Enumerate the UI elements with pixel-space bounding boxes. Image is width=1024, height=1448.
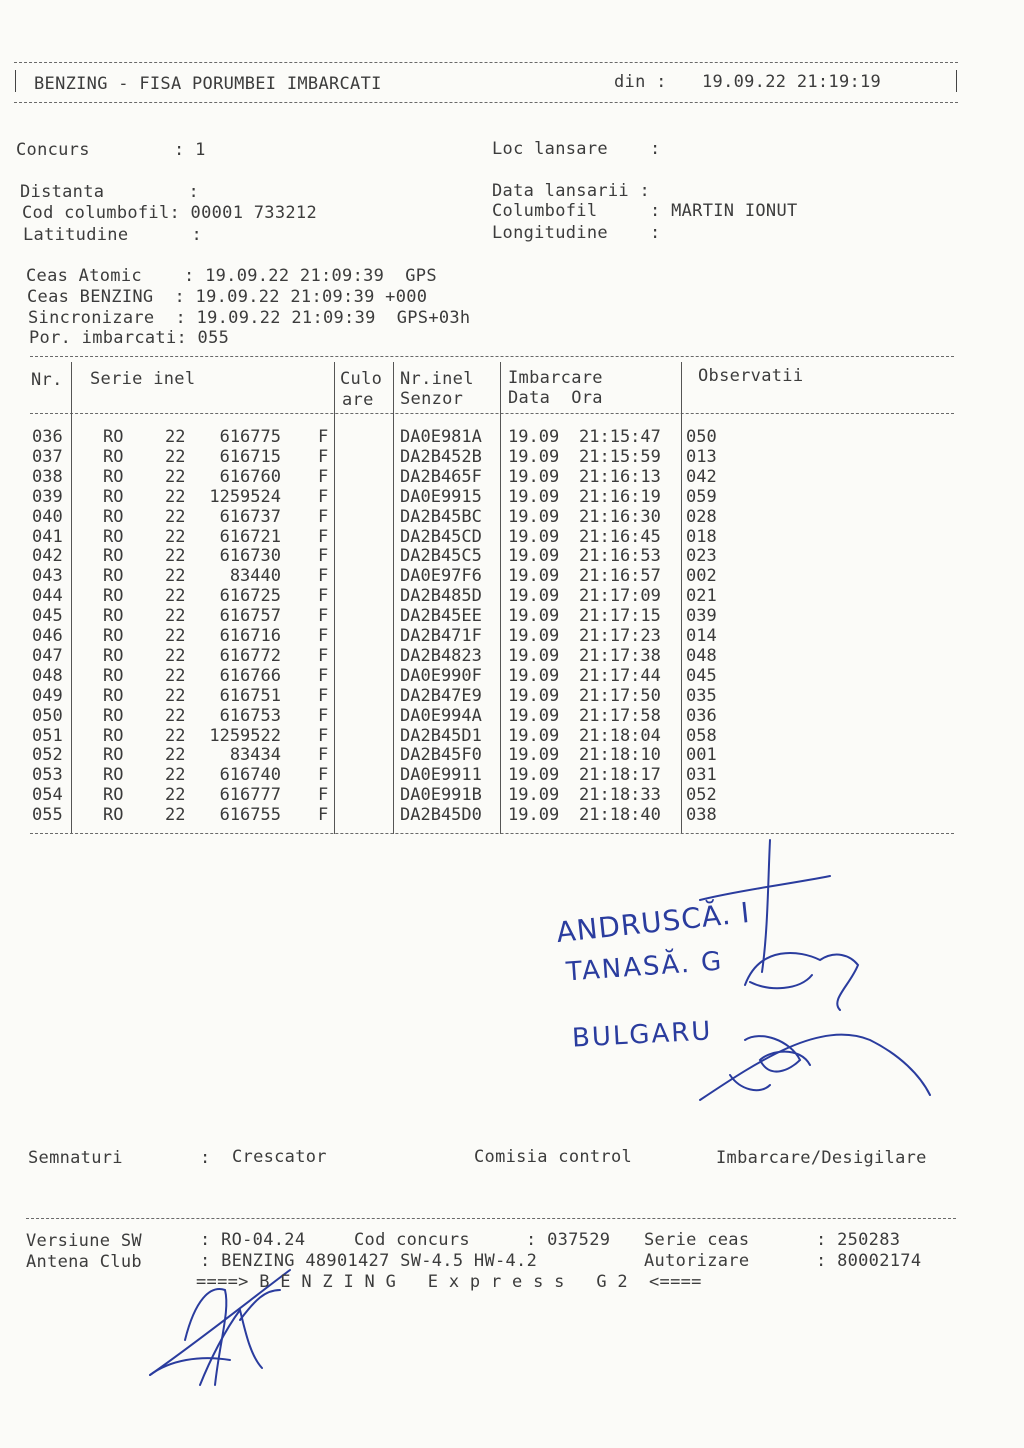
row-sex: F [318,705,329,726]
row-year: 22 [165,765,186,786]
header-imbarcare-2: Data Ora [508,388,603,408]
row-ring-number: 616772 [219,645,281,666]
row-ring-number: 616777 [219,785,281,806]
ceas-benzing-field: Ceas BENZING : 19.09.22 21:09:39 +000 [27,287,428,307]
row-sex: F [318,566,329,587]
row-year: 22 [165,446,186,467]
row-country: RO [103,446,124,467]
row-country: RO [103,785,124,806]
pen-signature-icon [150,840,930,1385]
row-sensor: DA2B452B [400,446,482,467]
row-country: RO [103,805,124,826]
row-nr: 054 [32,785,63,806]
header-observatii: Observatii [698,366,804,386]
header-culoare-2: are [342,390,374,410]
row-country: RO [103,546,124,567]
row-year: 22 [165,486,186,507]
row-year: 22 [165,506,186,527]
comisia-control-label: Comisia control [474,1147,633,1167]
autorizare-label: Autorizare [644,1251,750,1271]
row-year: 22 [165,705,186,726]
row-time: 21:16:13 [579,466,661,487]
serie-ceas-label: Serie ceas [644,1230,750,1250]
row-date: 19.09 [508,626,560,646]
row-year: 22 [165,725,186,746]
row-observation: 014 [686,626,717,646]
row-ring-number: 616737 [219,506,281,527]
row-observation: 036 [686,705,717,726]
row-nr: 041 [32,526,63,547]
row-date: 19.09 [508,665,560,686]
row-time: 21:18:04 [579,725,661,746]
row-time: 21:15:59 [579,446,661,467]
row-ring-number: 616775 [219,427,281,447]
row-year: 22 [165,466,186,487]
row-ring-number: 1259524 [209,486,281,507]
row-year: 22 [165,586,186,607]
row-time: 21:16:53 [579,546,661,567]
row-date: 19.09 [508,785,560,806]
row-observation: 018 [686,526,717,547]
row-sensor: DA2B45D0 [400,805,482,826]
row-country: RO [103,606,124,627]
row-nr: 051 [32,725,63,746]
row-sensor: DA0E9911 [400,765,482,786]
row-country: RO [103,725,124,746]
row-date: 19.09 [508,586,560,607]
row-date: 19.09 [508,427,560,447]
header-nr: Nr. [31,370,63,390]
versiune-sw-label: Versiune SW [26,1231,142,1251]
row-date: 19.09 [508,645,560,666]
columbofil-field: Columbofil : MARTIN IONUT [492,201,798,221]
row-sensor: DA2B45BC [400,506,482,527]
sincronizare-field: Sincronizare : 19.09.22 21:09:39 GPS+03h [28,308,471,328]
row-observation: 059 [686,486,717,507]
row-sex: F [318,586,329,607]
semnaturi-sep: : [200,1148,211,1168]
row-sensor: DA2B45CD [400,526,482,547]
row-sensor: DA2B45C5 [400,546,482,567]
row-date: 19.09 [508,606,560,627]
row-time: 21:16:30 [579,506,661,527]
row-year: 22 [165,546,186,567]
row-date: 19.09 [508,725,560,746]
row-sex: F [318,745,329,766]
loc-lansare-field: Loc lansare : [492,139,661,159]
row-sensor: DA2B45D1 [400,725,482,746]
row-time: 21:17:23 [579,626,661,646]
row-ring-number: 616725 [219,586,281,607]
footer-top-border [26,1218,956,1219]
row-country: RO [103,427,124,447]
distanta-field: Distanta : [20,182,200,202]
header-nrinel-1: Nr.inel [400,369,474,389]
row-observation: 052 [686,785,717,806]
row-sensor: DA2B47E9 [400,685,482,706]
row-country: RO [103,486,124,507]
benzing-express-banner: ====> B E N Z I N G E x p r e s s G 2 <==== [196,1272,702,1292]
row-observation: 002 [686,566,717,587]
row-observation: 045 [686,665,717,686]
row-year: 22 [165,805,186,826]
row-date: 19.09 [508,566,560,587]
row-sex: F [318,466,329,487]
row-time: 21:17:44 [579,665,661,686]
row-year: 22 [165,526,186,547]
row-time: 21:17:58 [579,705,661,726]
row-time: 21:18:10 [579,745,661,766]
row-year: 22 [165,427,186,447]
autorizare-value: : 80002174 [816,1251,922,1271]
row-year: 22 [165,566,186,587]
row-observation: 048 [686,645,717,666]
row-observation: 028 [686,506,717,527]
row-date: 19.09 [508,506,560,527]
row-nr: 052 [32,745,63,766]
row-time: 21:16:45 [579,526,661,547]
row-observation: 031 [686,765,717,786]
row-sex: F [318,685,329,706]
row-nr: 037 [32,446,63,467]
row-sensor: DA2B471F [400,626,482,646]
row-sensor: DA0E994A [400,705,482,726]
row-observation: 035 [686,685,717,706]
row-time: 21:15:47 [579,427,661,447]
row-date: 19.09 [508,805,560,826]
row-time: 21:16:19 [579,486,661,507]
row-sex: F [318,805,329,826]
row-date: 19.09 [508,765,560,786]
imbarcare-desigilare-label: Imbarcare/Desigilare [716,1148,927,1168]
row-nr: 045 [32,606,63,627]
handwritten-line-1: ANDRUSCĂ. I [554,895,752,950]
row-year: 22 [165,665,186,686]
longitudine-field: Longitudine : [492,223,661,243]
row-time: 21:17:15 [579,606,661,627]
row-nr: 042 [32,546,63,567]
header-culoare-1: Culo [340,369,383,389]
data-lansarii-field: Data lansarii : [492,181,651,201]
cod-columbofil-field: Cod columbofil: 00001 733212 [22,203,317,223]
row-nr: 046 [32,626,63,646]
row-country: RO [103,745,124,766]
row-time: 21:18:33 [579,785,661,806]
row-ring-number: 616755 [219,805,281,826]
row-date: 19.09 [508,526,560,547]
ceas-atomic-field: Ceas Atomic : 19.09.22 21:09:39 GPS [26,266,437,286]
row-time: 21:17:09 [579,586,661,607]
row-sex: F [318,546,329,567]
row-ring-number: 83440 [229,566,281,587]
row-country: RO [103,506,124,527]
row-year: 22 [165,626,186,646]
row-country: RO [103,685,124,706]
row-year: 22 [165,745,186,766]
row-nr: 038 [32,466,63,487]
row-ring-number: 616753 [219,705,281,726]
row-sex: F [318,506,329,527]
row-ring-number: 616766 [219,665,281,686]
row-time: 21:16:57 [579,566,661,587]
row-ring-number: 616760 [219,466,281,487]
row-sex: F [318,785,329,806]
handwritten-line-3: BULGARU [571,1016,714,1054]
header-nrinel-2: Senzor [400,389,464,409]
row-sex: F [318,526,329,547]
row-sex: F [318,725,329,746]
antena-club-value: : BENZING 48901427 SW-4.5 HW-4.2 [200,1251,538,1271]
row-observation: 050 [686,427,717,447]
row-sex: F [318,427,329,447]
row-ring-number: 83434 [229,745,281,766]
row-ring-number: 1259522 [209,725,281,746]
header-serie: Serie inel [90,369,196,389]
row-sex: F [318,486,329,507]
row-date: 19.09 [508,466,560,487]
row-ring-number: 616715 [219,446,281,467]
din-value: 19.09.22 21:19:19 [702,72,882,92]
row-sensor: DA0E9915 [400,486,482,507]
row-sensor: DA2B4823 [400,645,482,666]
row-nr: 049 [32,685,63,706]
row-date: 19.09 [508,546,560,567]
row-sex: F [318,665,329,686]
row-date: 19.09 [508,705,560,726]
versiune-sw-value: : RO-04.24 [200,1230,306,1250]
row-time: 21:18:17 [579,765,661,786]
row-time: 21:17:50 [579,685,661,706]
row-observation: 042 [686,466,717,487]
row-nr: 043 [32,566,63,587]
row-sex: F [318,645,329,666]
row-date: 19.09 [508,685,560,706]
row-country: RO [103,586,124,607]
row-sensor: DA2B485D [400,586,482,607]
handwritten-line-2: TANASĂ. G [565,946,725,988]
row-sensor: DA2B45F0 [400,745,482,766]
row-ring-number: 616740 [219,765,281,786]
row-observation: 001 [686,745,717,766]
row-nr: 036 [32,427,63,447]
row-nr: 050 [32,705,63,726]
row-ring-number: 616757 [219,606,281,627]
row-ring-number: 616716 [219,626,281,646]
row-time: 21:17:38 [579,645,661,666]
row-country: RO [103,645,124,666]
por-imbarcati-field: Por. imbarcati: 055 [29,328,230,348]
row-nr: 053 [32,765,63,786]
row-sensor: DA0E97F6 [400,566,482,587]
row-year: 22 [165,785,186,806]
row-sensor: DA0E981A [400,427,482,447]
row-sex: F [318,765,329,786]
row-year: 22 [165,685,186,706]
row-country: RO [103,665,124,686]
row-year: 22 [165,645,186,666]
crescator-label: Crescator [232,1147,327,1167]
row-date: 19.09 [508,745,560,766]
row-sensor: DA0E990F [400,665,482,686]
row-country: RO [103,566,124,587]
row-nr: 048 [32,665,63,686]
row-time: 21:18:40 [579,805,661,826]
row-ring-number: 616730 [219,546,281,567]
row-nr: 055 [32,805,63,826]
row-observation: 021 [686,586,717,607]
row-sensor: DA2B45EE [400,606,482,627]
latitudine-field: Latitudine : [23,225,203,245]
row-nr: 047 [32,645,63,666]
document-title: BENZING - FISA PORUMBEI IMBARCATI [34,74,382,94]
row-ring-number: 616751 [219,685,281,706]
row-sex: F [318,626,329,646]
cod-concurs-label: Cod concurs [354,1230,470,1250]
row-ring-number: 616721 [219,526,281,547]
row-date: 19.09 [508,486,560,507]
serie-ceas-value: : 250283 [816,1230,901,1250]
row-observation: 038 [686,805,717,826]
row-date: 19.09 [508,446,560,467]
concurs-field: Concurs : 1 [16,140,206,160]
cod-concurs-value: : 037529 [526,1230,611,1250]
row-observation: 039 [686,606,717,627]
row-observation: 023 [686,546,717,567]
row-nr: 044 [32,586,63,607]
row-sex: F [318,606,329,627]
row-country: RO [103,705,124,726]
row-country: RO [103,626,124,646]
row-nr: 039 [32,486,63,507]
antena-club-label: Antena Club [26,1252,142,1272]
row-nr: 040 [32,506,63,527]
row-observation: 013 [686,446,717,467]
row-country: RO [103,466,124,487]
row-year: 22 [165,606,186,627]
din-label: din : [614,72,667,92]
row-sex: F [318,446,329,467]
row-sensor: DA2B465F [400,466,482,487]
row-observation: 058 [686,725,717,746]
semnaturi-label: Semnaturi [28,1148,123,1168]
row-sensor: DA0E991B [400,785,482,806]
row-country: RO [103,526,124,547]
row-country: RO [103,765,124,786]
header-imbarcare-1: Imbarcare [508,368,603,388]
